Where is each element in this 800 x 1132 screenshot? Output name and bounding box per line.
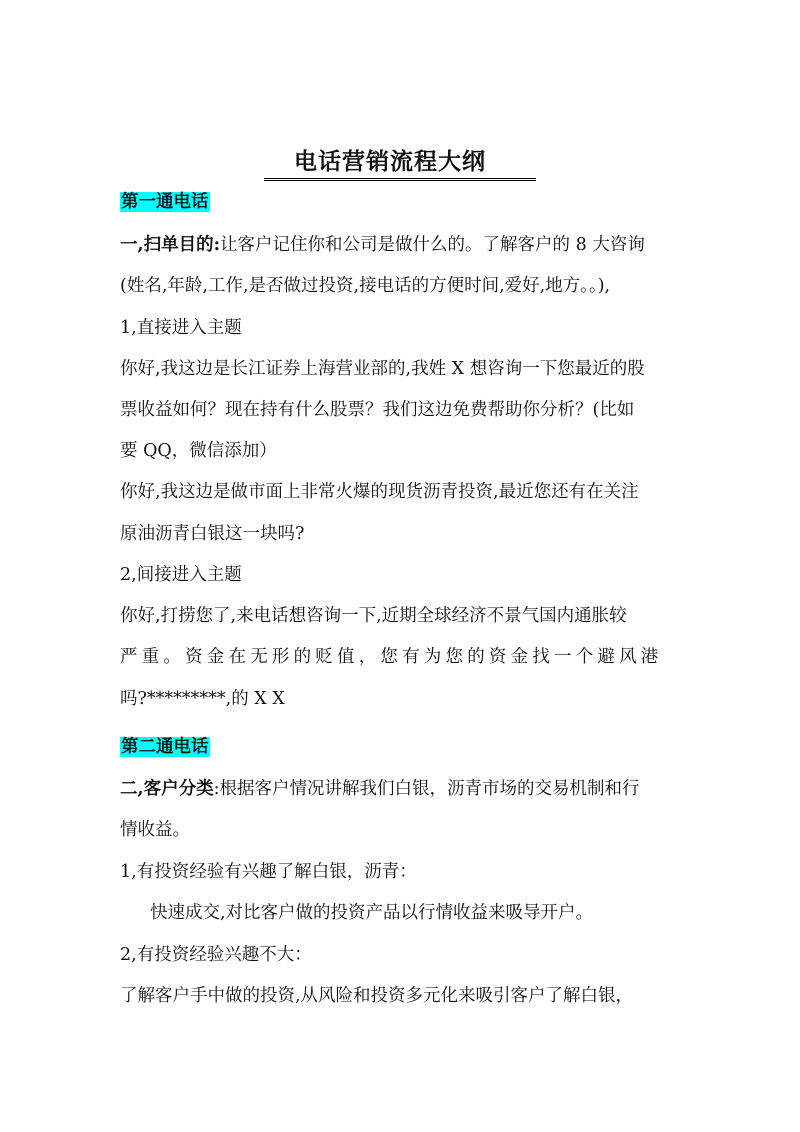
item2-continuation: 情收益。 <box>120 820 190 840</box>
section2-sub2-text: 了解客户手中做的投资,从风险和投资多元化来吸引客户了解白银， <box>120 986 634 1006</box>
section1-heading-line <box>120 188 690 216</box>
section2-heading: 第二通电话 <box>121 737 209 757</box>
sub2-para1-line1: 你好,打捞您了,来电话想咨询一下,近期全球经济不景气国内通胀较 <box>120 606 627 626</box>
section2-sub1-heading: 1,有投资经验有兴趣了解白银，沥青： <box>120 862 417 882</box>
title-block <box>0 143 800 181</box>
document-title: 电话营销流程大纲 <box>264 143 536 181</box>
sub1-para1-line2: 票收益如何？现在持有什么股票？我们这边免费帮助你分析？(比如 <box>120 400 635 420</box>
item1-line <box>120 231 690 259</box>
sub2-para1-line3: 吗?*********,的 X X <box>120 689 285 709</box>
sub1-para2-line1: 你好,我这边是做市面上非常火爆的现货沥青投资,最近您还有在关注 <box>120 482 639 502</box>
item1-continuation: (姓名,年龄,工作,是否做过投资,接电话的方便时间,爱好,地方。。), <box>120 276 611 296</box>
section1-heading: 第一通电话 <box>121 192 209 212</box>
item1-label: 一,扫单目的: <box>120 235 221 255</box>
sub1-para1-line3: 要 QQ，微信添加） <box>120 441 277 461</box>
item2-text: :根据客户情况讲解我们白银，沥青市场的交易机制和行 <box>213 779 640 799</box>
section1-sub1-heading: 1,直接进入主题 <box>120 318 242 338</box>
section2-sub1-text: 快速成交,对比客户做的投资产品以行情收益来吸导开户。 <box>150 903 594 923</box>
sub1-para2-line2: 原油沥青白银这一块吗? <box>120 524 305 544</box>
sub2-para1-line2: 严重。资金在无形的贬值，您有为您的资金找一个避风港 <box>120 647 663 667</box>
section2-sub2-heading: 2,有投资经验兴趣不大： <box>120 945 312 965</box>
item2-label: 二,客户分类 <box>120 779 214 799</box>
item1-text: 让客户记住你和公司是做什么的。了解客户的 8 大咨询 <box>220 235 645 255</box>
item2-line <box>120 775 690 803</box>
section1-sub2-heading: 2,间接进入主题 <box>120 565 242 585</box>
sub1-para1-line1: 你好,我这边是长江证券上海营业部的,我姓 X 想咨询一下您最近的股 <box>120 359 645 379</box>
section2-heading-line <box>120 733 690 761</box>
